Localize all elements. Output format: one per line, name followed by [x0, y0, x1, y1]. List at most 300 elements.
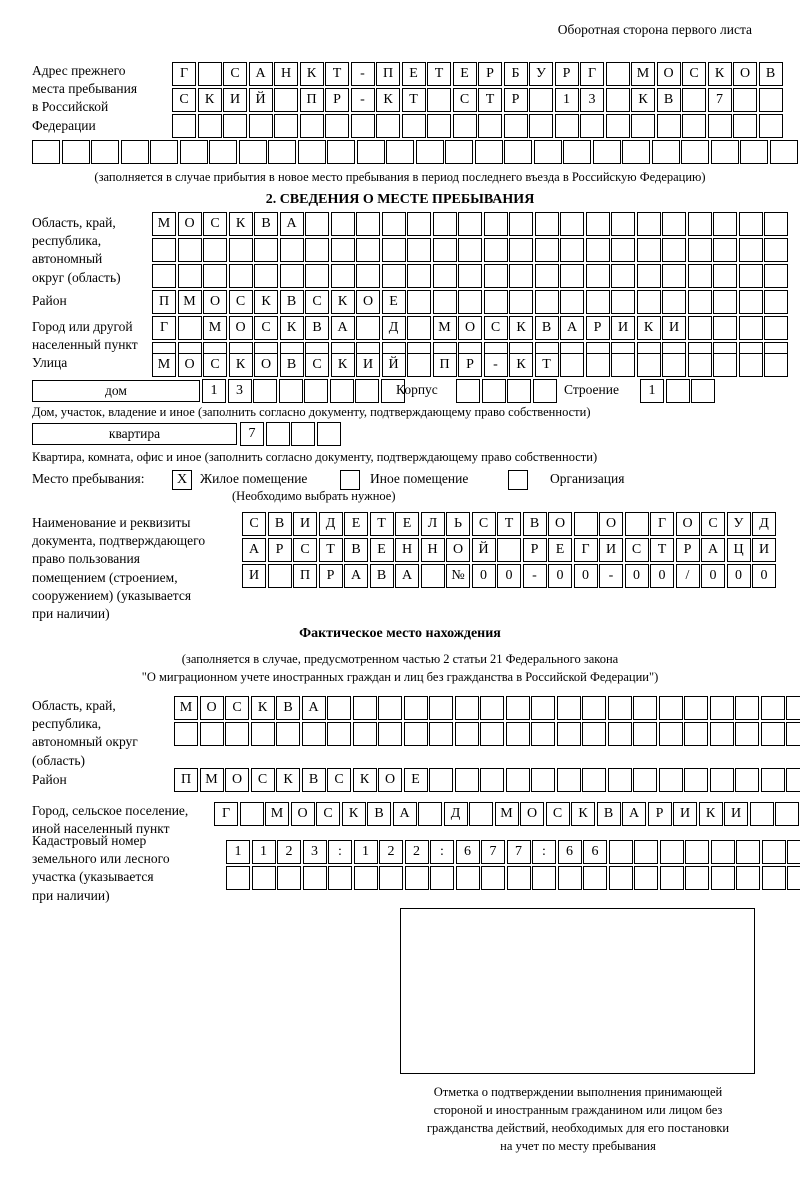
char-cell[interactable]: О [599, 512, 623, 536]
char-cell[interactable] [469, 802, 493, 826]
char-cell[interactable] [305, 238, 329, 262]
char-cell[interactable] [659, 696, 683, 720]
char-cell[interactable] [662, 290, 686, 314]
char-cell[interactable] [328, 866, 352, 890]
char-cell[interactable] [353, 722, 377, 746]
char-cell[interactable]: № [446, 564, 470, 588]
char-cell[interactable]: Д [319, 512, 343, 536]
char-cell[interactable]: И [611, 316, 635, 340]
char-cell[interactable] [353, 696, 377, 720]
char-cell[interactable] [735, 722, 759, 746]
char-cell[interactable] [327, 140, 355, 164]
char-cell[interactable]: Р [478, 62, 502, 86]
char-cell[interactable]: И [356, 353, 380, 377]
char-cell[interactable]: - [351, 62, 375, 86]
char-cell[interactable]: К [708, 62, 732, 86]
char-cell[interactable] [739, 238, 763, 262]
char-cell[interactable]: 0 [497, 564, 521, 588]
char-cell[interactable] [582, 696, 606, 720]
char-cell[interactable]: Д [444, 802, 468, 826]
char-cell[interactable] [622, 140, 650, 164]
char-cell[interactable]: О [378, 768, 402, 792]
char-cell[interactable] [455, 696, 479, 720]
stroenie-cells[interactable] [640, 379, 717, 403]
char-cell[interactable] [300, 114, 324, 138]
char-cell[interactable] [611, 212, 635, 236]
char-cell[interactable] [775, 802, 799, 826]
char-cell[interactable]: М [178, 290, 202, 314]
char-cell[interactable] [688, 238, 712, 262]
char-cell[interactable] [484, 212, 508, 236]
char-cell[interactable]: И [242, 564, 266, 588]
char-cell[interactable]: И [293, 512, 317, 536]
region-row-1[interactable] [152, 212, 790, 236]
char-cell[interactable]: Т [370, 512, 394, 536]
char-cell[interactable] [534, 140, 562, 164]
cadastral-row-1[interactable] [226, 840, 800, 864]
char-cell[interactable] [586, 353, 610, 377]
char-cell[interactable] [504, 140, 532, 164]
char-cell[interactable]: 1 [202, 379, 226, 403]
char-cell[interactable] [298, 140, 326, 164]
char-cell[interactable]: Д [382, 316, 406, 340]
char-cell[interactable]: Р [325, 88, 349, 112]
char-cell[interactable] [764, 212, 788, 236]
char-cell[interactable]: О [225, 768, 249, 792]
char-cell[interactable] [761, 722, 785, 746]
char-cell[interactable]: С [223, 62, 247, 86]
char-cell[interactable] [478, 114, 502, 138]
char-cell[interactable]: И [223, 88, 247, 112]
char-cell[interactable]: О [446, 538, 470, 562]
char-cell[interactable]: - [351, 88, 375, 112]
char-cell[interactable]: Г [574, 538, 598, 562]
char-cell[interactable]: К [300, 62, 324, 86]
char-cell[interactable] [633, 696, 657, 720]
char-cell[interactable] [710, 696, 734, 720]
char-cell[interactable] [507, 866, 531, 890]
char-cell[interactable] [535, 264, 559, 288]
stay-type-checkbox-residential[interactable]: X [172, 470, 192, 490]
char-cell[interactable] [378, 722, 402, 746]
char-cell[interactable]: 2 [379, 840, 403, 864]
char-cell[interactable] [433, 264, 457, 288]
char-cell[interactable] [274, 88, 298, 112]
char-cell[interactable] [252, 866, 276, 890]
char-cell[interactable] [240, 802, 264, 826]
char-cell[interactable] [239, 140, 267, 164]
char-cell[interactable] [681, 140, 709, 164]
char-cell[interactable] [427, 88, 451, 112]
char-cell[interactable]: Р [319, 564, 343, 588]
char-cell[interactable] [405, 866, 429, 890]
char-cell[interactable]: В [268, 512, 292, 536]
char-cell[interactable] [481, 866, 505, 890]
char-cell[interactable] [180, 140, 208, 164]
char-cell[interactable] [504, 114, 528, 138]
char-cell[interactable] [586, 212, 610, 236]
char-cell[interactable]: 6 [558, 840, 582, 864]
char-cell[interactable]: В [535, 316, 559, 340]
char-cell[interactable] [557, 696, 581, 720]
char-cell[interactable] [736, 866, 760, 890]
char-cell[interactable]: А [302, 696, 326, 720]
char-cell[interactable] [455, 722, 479, 746]
char-cell[interactable]: 0 [472, 564, 496, 588]
char-cell[interactable]: В [302, 768, 326, 792]
char-cell[interactable]: М [265, 802, 289, 826]
char-cell[interactable] [386, 140, 414, 164]
char-cell[interactable] [497, 538, 521, 562]
char-cell[interactable]: Т [319, 538, 343, 562]
char-cell[interactable] [684, 768, 708, 792]
char-cell[interactable]: В [305, 316, 329, 340]
char-cell[interactable] [379, 866, 403, 890]
char-cell[interactable]: Р [504, 88, 528, 112]
char-cell[interactable]: 0 [727, 564, 751, 588]
char-cell[interactable]: В [523, 512, 547, 536]
char-cell[interactable] [404, 696, 428, 720]
char-cell[interactable]: Г [650, 512, 674, 536]
char-cell[interactable]: Т [478, 88, 502, 112]
char-cell[interactable]: Е [370, 538, 394, 562]
char-cell[interactable] [152, 238, 176, 262]
char-cell[interactable]: Д [752, 512, 776, 536]
char-cell[interactable] [433, 212, 457, 236]
char-cell[interactable]: Т [650, 538, 674, 562]
char-cell[interactable]: Т [427, 62, 451, 86]
char-cell[interactable] [509, 212, 533, 236]
char-cell[interactable]: Р [586, 316, 610, 340]
actual-city-row[interactable] [214, 802, 800, 826]
char-cell[interactable] [582, 768, 606, 792]
char-cell[interactable]: М [631, 62, 655, 86]
char-cell[interactable]: Н [274, 62, 298, 86]
char-cell[interactable]: Р [268, 538, 292, 562]
char-cell[interactable] [685, 866, 709, 890]
char-cell[interactable] [378, 696, 402, 720]
char-cell[interactable]: Г [172, 62, 196, 86]
char-cell[interactable] [739, 353, 763, 377]
char-cell[interactable]: 1 [555, 88, 579, 112]
char-cell[interactable] [150, 140, 178, 164]
char-cell[interactable]: В [254, 212, 278, 236]
char-cell[interactable] [586, 264, 610, 288]
char-cell[interactable] [433, 290, 457, 314]
char-cell[interactable]: - [523, 564, 547, 588]
char-cell[interactable]: И [724, 802, 748, 826]
char-cell[interactable]: 2 [405, 840, 429, 864]
char-cell[interactable] [178, 238, 202, 262]
char-cell[interactable]: И [599, 538, 623, 562]
char-cell[interactable]: В [280, 290, 304, 314]
char-cell[interactable]: 0 [701, 564, 725, 588]
char-cell[interactable]: Е [548, 538, 572, 562]
district-row[interactable] [152, 290, 790, 314]
char-cell[interactable] [685, 840, 709, 864]
char-cell[interactable]: Ц [727, 538, 751, 562]
char-cell[interactable]: О [254, 353, 278, 377]
char-cell[interactable]: П [300, 88, 324, 112]
char-cell[interactable] [662, 353, 686, 377]
char-cell[interactable]: 7 [708, 88, 732, 112]
char-cell[interactable] [274, 114, 298, 138]
char-cell[interactable] [198, 62, 222, 86]
char-cell[interactable] [535, 212, 559, 236]
korpus-cells[interactable] [456, 379, 558, 403]
char-cell[interactable] [574, 512, 598, 536]
char-cell[interactable] [691, 379, 715, 403]
char-cell[interactable] [429, 722, 453, 746]
char-cell[interactable]: О [178, 353, 202, 377]
char-cell[interactable] [582, 722, 606, 746]
char-cell[interactable]: Ь [446, 512, 470, 536]
char-cell[interactable] [770, 140, 798, 164]
char-cell[interactable] [662, 238, 686, 262]
char-cell[interactable]: С [701, 512, 725, 536]
char-cell[interactable] [506, 696, 530, 720]
char-cell[interactable] [254, 238, 278, 262]
char-cell[interactable] [253, 379, 277, 403]
char-cell[interactable]: К [699, 802, 723, 826]
char-cell[interactable]: Е [453, 62, 477, 86]
char-cell[interactable] [458, 238, 482, 262]
char-cell[interactable] [660, 840, 684, 864]
char-cell[interactable] [356, 212, 380, 236]
prev-address-row-2[interactable] [172, 88, 784, 112]
char-cell[interactable] [254, 264, 278, 288]
char-cell[interactable]: А [395, 564, 419, 588]
char-cell[interactable] [421, 564, 445, 588]
char-cell[interactable]: М [152, 212, 176, 236]
char-cell[interactable]: Г [214, 802, 238, 826]
char-cell[interactable] [652, 140, 680, 164]
char-cell[interactable] [356, 264, 380, 288]
char-cell[interactable]: П [293, 564, 317, 588]
char-cell[interactable]: В [370, 564, 394, 588]
char-cell[interactable] [710, 722, 734, 746]
char-cell[interactable] [305, 212, 329, 236]
char-cell[interactable]: И [673, 802, 697, 826]
char-cell[interactable]: П [376, 62, 400, 86]
char-cell[interactable] [735, 696, 759, 720]
char-cell[interactable] [509, 238, 533, 262]
char-cell[interactable]: Р [555, 62, 579, 86]
char-cell[interactable] [277, 866, 301, 890]
char-cell[interactable] [172, 114, 196, 138]
char-cell[interactable] [291, 422, 315, 446]
char-cell[interactable]: П [152, 290, 176, 314]
char-cell[interactable]: Т [402, 88, 426, 112]
char-cell[interactable] [563, 140, 591, 164]
char-cell[interactable]: В [657, 88, 681, 112]
char-cell[interactable] [708, 114, 732, 138]
char-cell[interactable]: - [484, 353, 508, 377]
char-cell[interactable] [178, 264, 202, 288]
char-cell[interactable]: К [229, 353, 253, 377]
char-cell[interactable] [198, 114, 222, 138]
char-cell[interactable] [62, 140, 90, 164]
char-cell[interactable]: О [229, 316, 253, 340]
char-cell[interactable] [430, 866, 454, 890]
char-cell[interactable] [535, 238, 559, 262]
char-cell[interactable] [762, 866, 786, 890]
char-cell[interactable] [382, 212, 406, 236]
char-cell[interactable] [317, 422, 341, 446]
char-cell[interactable] [407, 353, 431, 377]
char-cell[interactable] [713, 353, 737, 377]
char-cell[interactable]: - [599, 564, 623, 588]
char-cell[interactable]: С [203, 353, 227, 377]
char-cell[interactable] [531, 768, 555, 792]
char-cell[interactable] [509, 264, 533, 288]
char-cell[interactable] [209, 140, 237, 164]
char-cell[interactable] [750, 802, 774, 826]
char-cell[interactable]: С [327, 768, 351, 792]
char-cell[interactable] [533, 379, 557, 403]
char-cell[interactable]: Й [382, 353, 406, 377]
char-cell[interactable] [433, 238, 457, 262]
char-cell[interactable]: Р [523, 538, 547, 562]
char-cell[interactable]: В [280, 353, 304, 377]
char-cell[interactable]: У [529, 62, 553, 86]
char-cell[interactable] [529, 114, 553, 138]
char-cell[interactable] [121, 140, 149, 164]
char-cell[interactable] [557, 768, 581, 792]
char-cell[interactable]: А [393, 802, 417, 826]
char-cell[interactable] [733, 114, 757, 138]
char-cell[interactable] [631, 114, 655, 138]
char-cell[interactable] [557, 722, 581, 746]
char-cell[interactable]: 1 [252, 840, 276, 864]
char-cell[interactable] [659, 722, 683, 746]
char-cell[interactable] [713, 290, 737, 314]
char-cell[interactable] [304, 379, 328, 403]
char-cell[interactable] [531, 696, 555, 720]
char-cell[interactable]: Т [535, 353, 559, 377]
char-cell[interactable]: Р [648, 802, 672, 826]
prev-address-row-4[interactable] [32, 140, 799, 164]
char-cell[interactable]: / [676, 564, 700, 588]
char-cell[interactable] [611, 264, 635, 288]
char-cell[interactable] [407, 212, 431, 236]
char-cell[interactable] [429, 696, 453, 720]
char-cell[interactable] [203, 238, 227, 262]
char-cell[interactable] [331, 212, 355, 236]
char-cell[interactable]: К [571, 802, 595, 826]
char-cell[interactable]: С [242, 512, 266, 536]
char-cell[interactable] [611, 353, 635, 377]
char-cell[interactable] [331, 238, 355, 262]
char-cell[interactable]: С [305, 290, 329, 314]
char-cell[interactable] [666, 379, 690, 403]
char-cell[interactable]: О [178, 212, 202, 236]
char-cell[interactable] [427, 114, 451, 138]
char-cell[interactable] [583, 866, 607, 890]
char-cell[interactable]: 0 [548, 564, 572, 588]
char-cell[interactable] [266, 422, 290, 446]
char-cell[interactable] [178, 316, 202, 340]
char-cell[interactable]: С [625, 538, 649, 562]
char-cell[interactable]: С [203, 212, 227, 236]
char-cell[interactable] [280, 264, 304, 288]
char-cell[interactable] [535, 290, 559, 314]
char-cell[interactable]: С [172, 88, 196, 112]
char-cell[interactable] [739, 316, 763, 340]
char-cell[interactable] [688, 290, 712, 314]
char-cell[interactable] [529, 88, 553, 112]
char-cell[interactable] [356, 316, 380, 340]
char-cell[interactable] [713, 238, 737, 262]
char-cell[interactable]: С [484, 316, 508, 340]
char-cell[interactable] [229, 264, 253, 288]
char-cell[interactable]: Е [404, 768, 428, 792]
char-cell[interactable] [325, 114, 349, 138]
char-cell[interactable] [634, 866, 658, 890]
char-cell[interactable]: А [280, 212, 304, 236]
char-cell[interactable] [713, 316, 737, 340]
prev-address-row-1[interactable] [172, 62, 784, 86]
kvartira-cells[interactable] [240, 422, 342, 446]
char-cell[interactable] [682, 88, 706, 112]
char-cell[interactable] [659, 768, 683, 792]
char-cell[interactable]: 1 [354, 840, 378, 864]
char-cell[interactable]: 0 [650, 564, 674, 588]
char-cell[interactable]: М [152, 353, 176, 377]
char-cell[interactable]: В [597, 802, 621, 826]
char-cell[interactable]: 7 [507, 840, 531, 864]
char-cell[interactable]: 6 [583, 840, 607, 864]
char-cell[interactable]: У [727, 512, 751, 536]
char-cell[interactable] [484, 264, 508, 288]
char-cell[interactable] [226, 866, 250, 890]
char-cell[interactable] [268, 140, 296, 164]
char-cell[interactable] [761, 768, 785, 792]
char-cell[interactable]: О [356, 290, 380, 314]
char-cell[interactable] [558, 866, 582, 890]
char-cell[interactable]: В [344, 538, 368, 562]
char-cell[interactable]: М [433, 316, 457, 340]
char-cell[interactable] [711, 866, 735, 890]
char-cell[interactable] [787, 840, 800, 864]
char-cell[interactable] [531, 722, 555, 746]
city-row-1[interactable] [152, 316, 790, 340]
char-cell[interactable]: 7 [481, 840, 505, 864]
char-cell[interactable]: С [682, 62, 706, 86]
char-cell[interactable]: К [280, 316, 304, 340]
char-cell[interactable]: Е [344, 512, 368, 536]
char-cell[interactable] [634, 840, 658, 864]
char-cell[interactable] [376, 114, 400, 138]
char-cell[interactable] [404, 722, 428, 746]
char-cell[interactable] [739, 264, 763, 288]
char-cell[interactable]: С [453, 88, 477, 112]
char-cell[interactable] [739, 290, 763, 314]
char-cell[interactable] [407, 290, 431, 314]
region-row-2[interactable] [152, 238, 790, 262]
char-cell[interactable]: К [637, 316, 661, 340]
char-cell[interactable] [657, 114, 681, 138]
street-row[interactable] [152, 353, 790, 377]
char-cell[interactable] [739, 212, 763, 236]
char-cell[interactable]: 1 [640, 379, 664, 403]
char-cell[interactable]: 0 [752, 564, 776, 588]
char-cell[interactable]: О [291, 802, 315, 826]
char-cell[interactable] [611, 238, 635, 262]
char-cell[interactable] [688, 264, 712, 288]
char-cell[interactable] [174, 722, 198, 746]
char-cell[interactable] [608, 768, 632, 792]
